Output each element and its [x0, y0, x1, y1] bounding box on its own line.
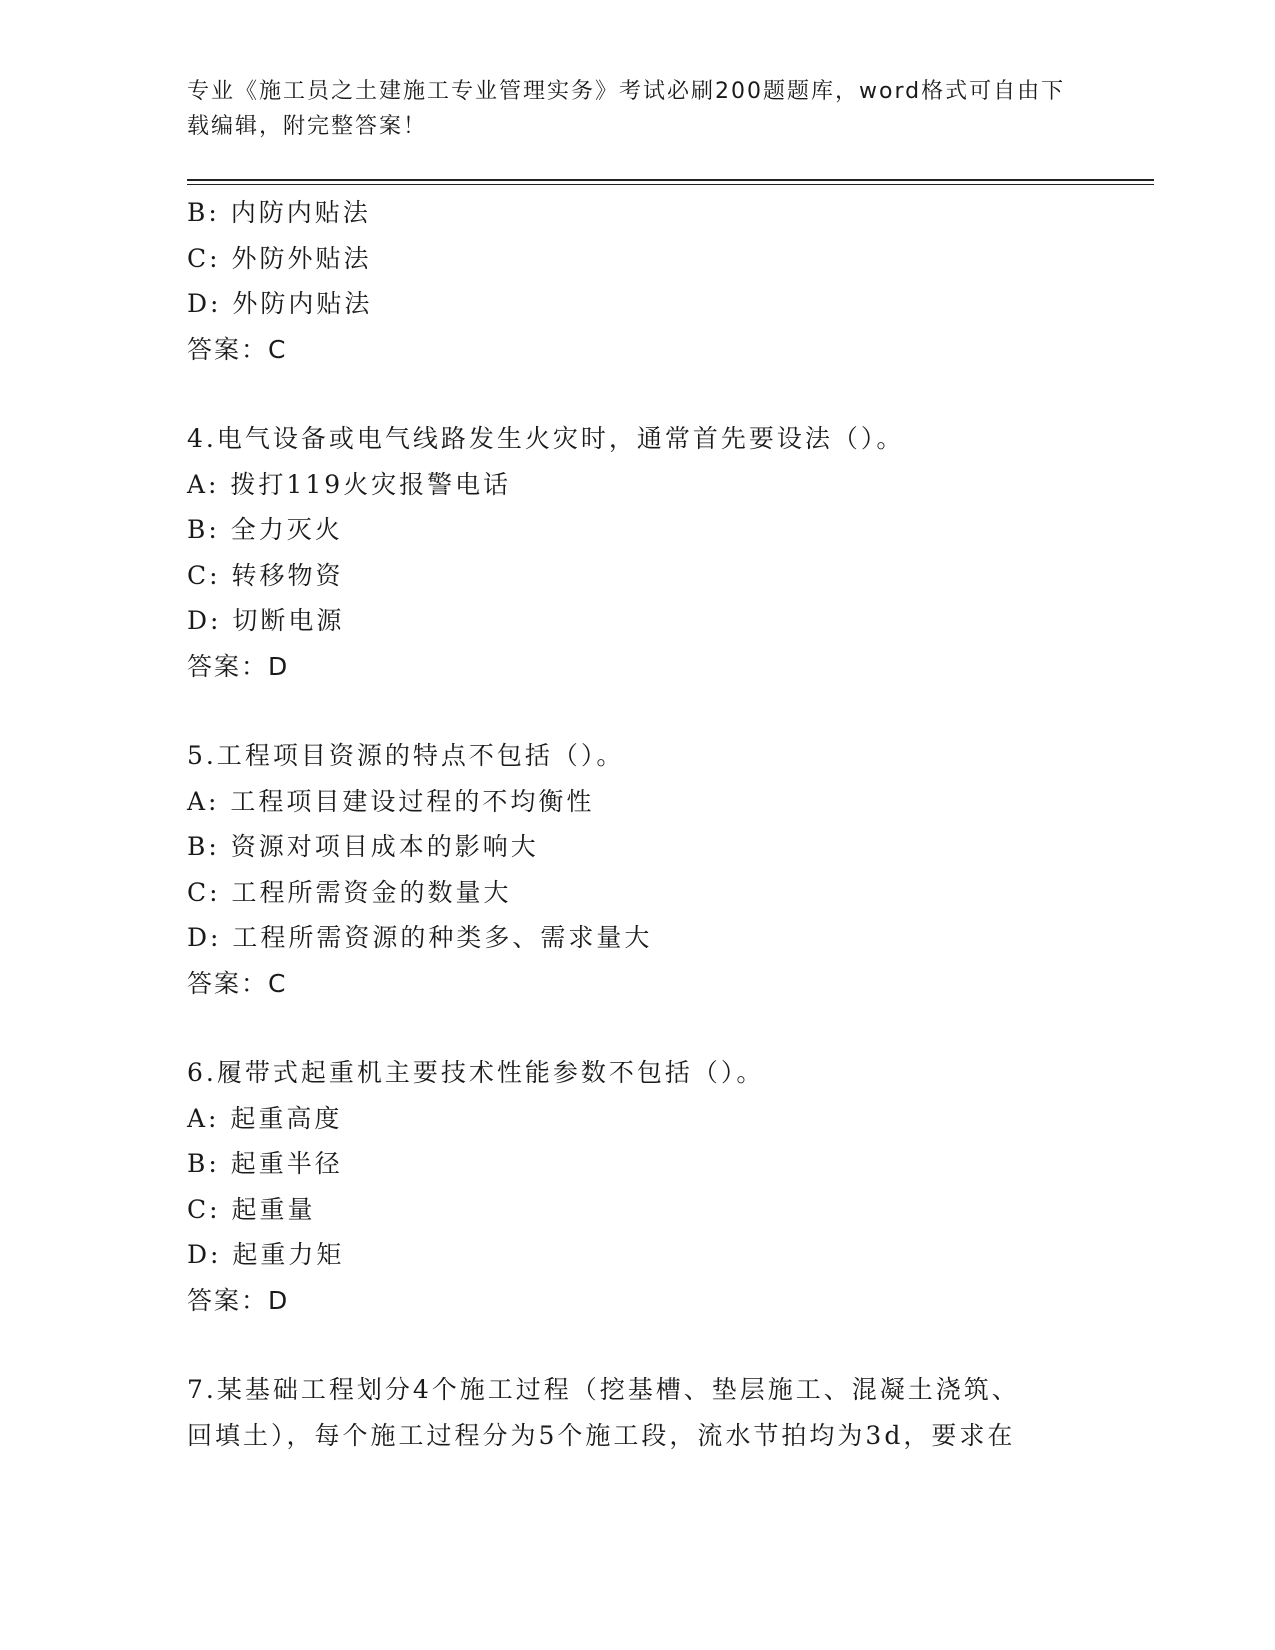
question-stem: 6.履带式起重机主要技术性能参数不包括（）。 — [187, 1058, 765, 1087]
header-divider-thick — [187, 179, 1154, 181]
question-5 — [187, 733, 1087, 1006]
option-c: C: 起重量 — [187, 1194, 316, 1224]
question-stem: 4.电气设备或电气线路发生火灾时，通常首先要设法（）。 — [187, 424, 905, 453]
question-stem-line-2: 回填土），每个施工过程分为5个施工段，流水节拍均为3d，要求在 — [187, 1420, 1016, 1450]
answer: 答案：C — [187, 968, 288, 998]
header-divider-thin — [187, 184, 1154, 185]
option-a: A: 拨打119火灾报警电话 — [187, 469, 512, 499]
question-stem-line-1: 7.某基础工程划分4个施工过程（挖基槽、垫层施工、混凝土浇筑、 — [187, 1375, 1020, 1404]
option-b: B: 全力灭火 — [187, 515, 343, 544]
option-a: A: 工程项目建设过程的不均衡性 — [187, 786, 595, 816]
question-6 — [187, 1050, 1087, 1323]
spacer — [187, 372, 1087, 416]
option-b: B: 内防内贴法 — [187, 198, 371, 227]
answer: 答案：D — [187, 1285, 290, 1315]
spacer — [187, 689, 1087, 733]
spacer — [187, 1323, 1087, 1367]
option-d: D: 起重力矩 — [187, 1240, 345, 1269]
question-3 — [187, 190, 1087, 372]
option-c: C: 转移物资 — [187, 560, 344, 590]
option-c: C: 外防外贴法 — [187, 243, 372, 273]
option-b: B: 起重半径 — [187, 1149, 343, 1178]
option-b: B: 资源对项目成本的影响大 — [187, 832, 539, 861]
option-a: A: 起重高度 — [187, 1103, 343, 1133]
answer: 答案：D — [187, 651, 290, 681]
question-list — [187, 190, 1087, 1458]
option-d: D: 外防内贴法 — [187, 289, 373, 318]
option-d: D: 切断电源 — [187, 606, 345, 635]
question-stem: 5.工程项目资源的特点不包括（）。 — [187, 741, 625, 770]
document-header: 专业《施工员之土建施工专业管理实务》考试必刷200题题库，word格式可自由下载编辑，附完整答案！ — [187, 79, 1066, 139]
answer: 答案：C — [187, 334, 288, 364]
option-c: C: 工程所需资金的数量大 — [187, 877, 512, 907]
question-4 — [187, 416, 1087, 689]
question-7 — [187, 1367, 1087, 1458]
spacer — [187, 1006, 1087, 1050]
option-d: D: 工程所需资源的种类多、需求量大 — [187, 923, 653, 952]
